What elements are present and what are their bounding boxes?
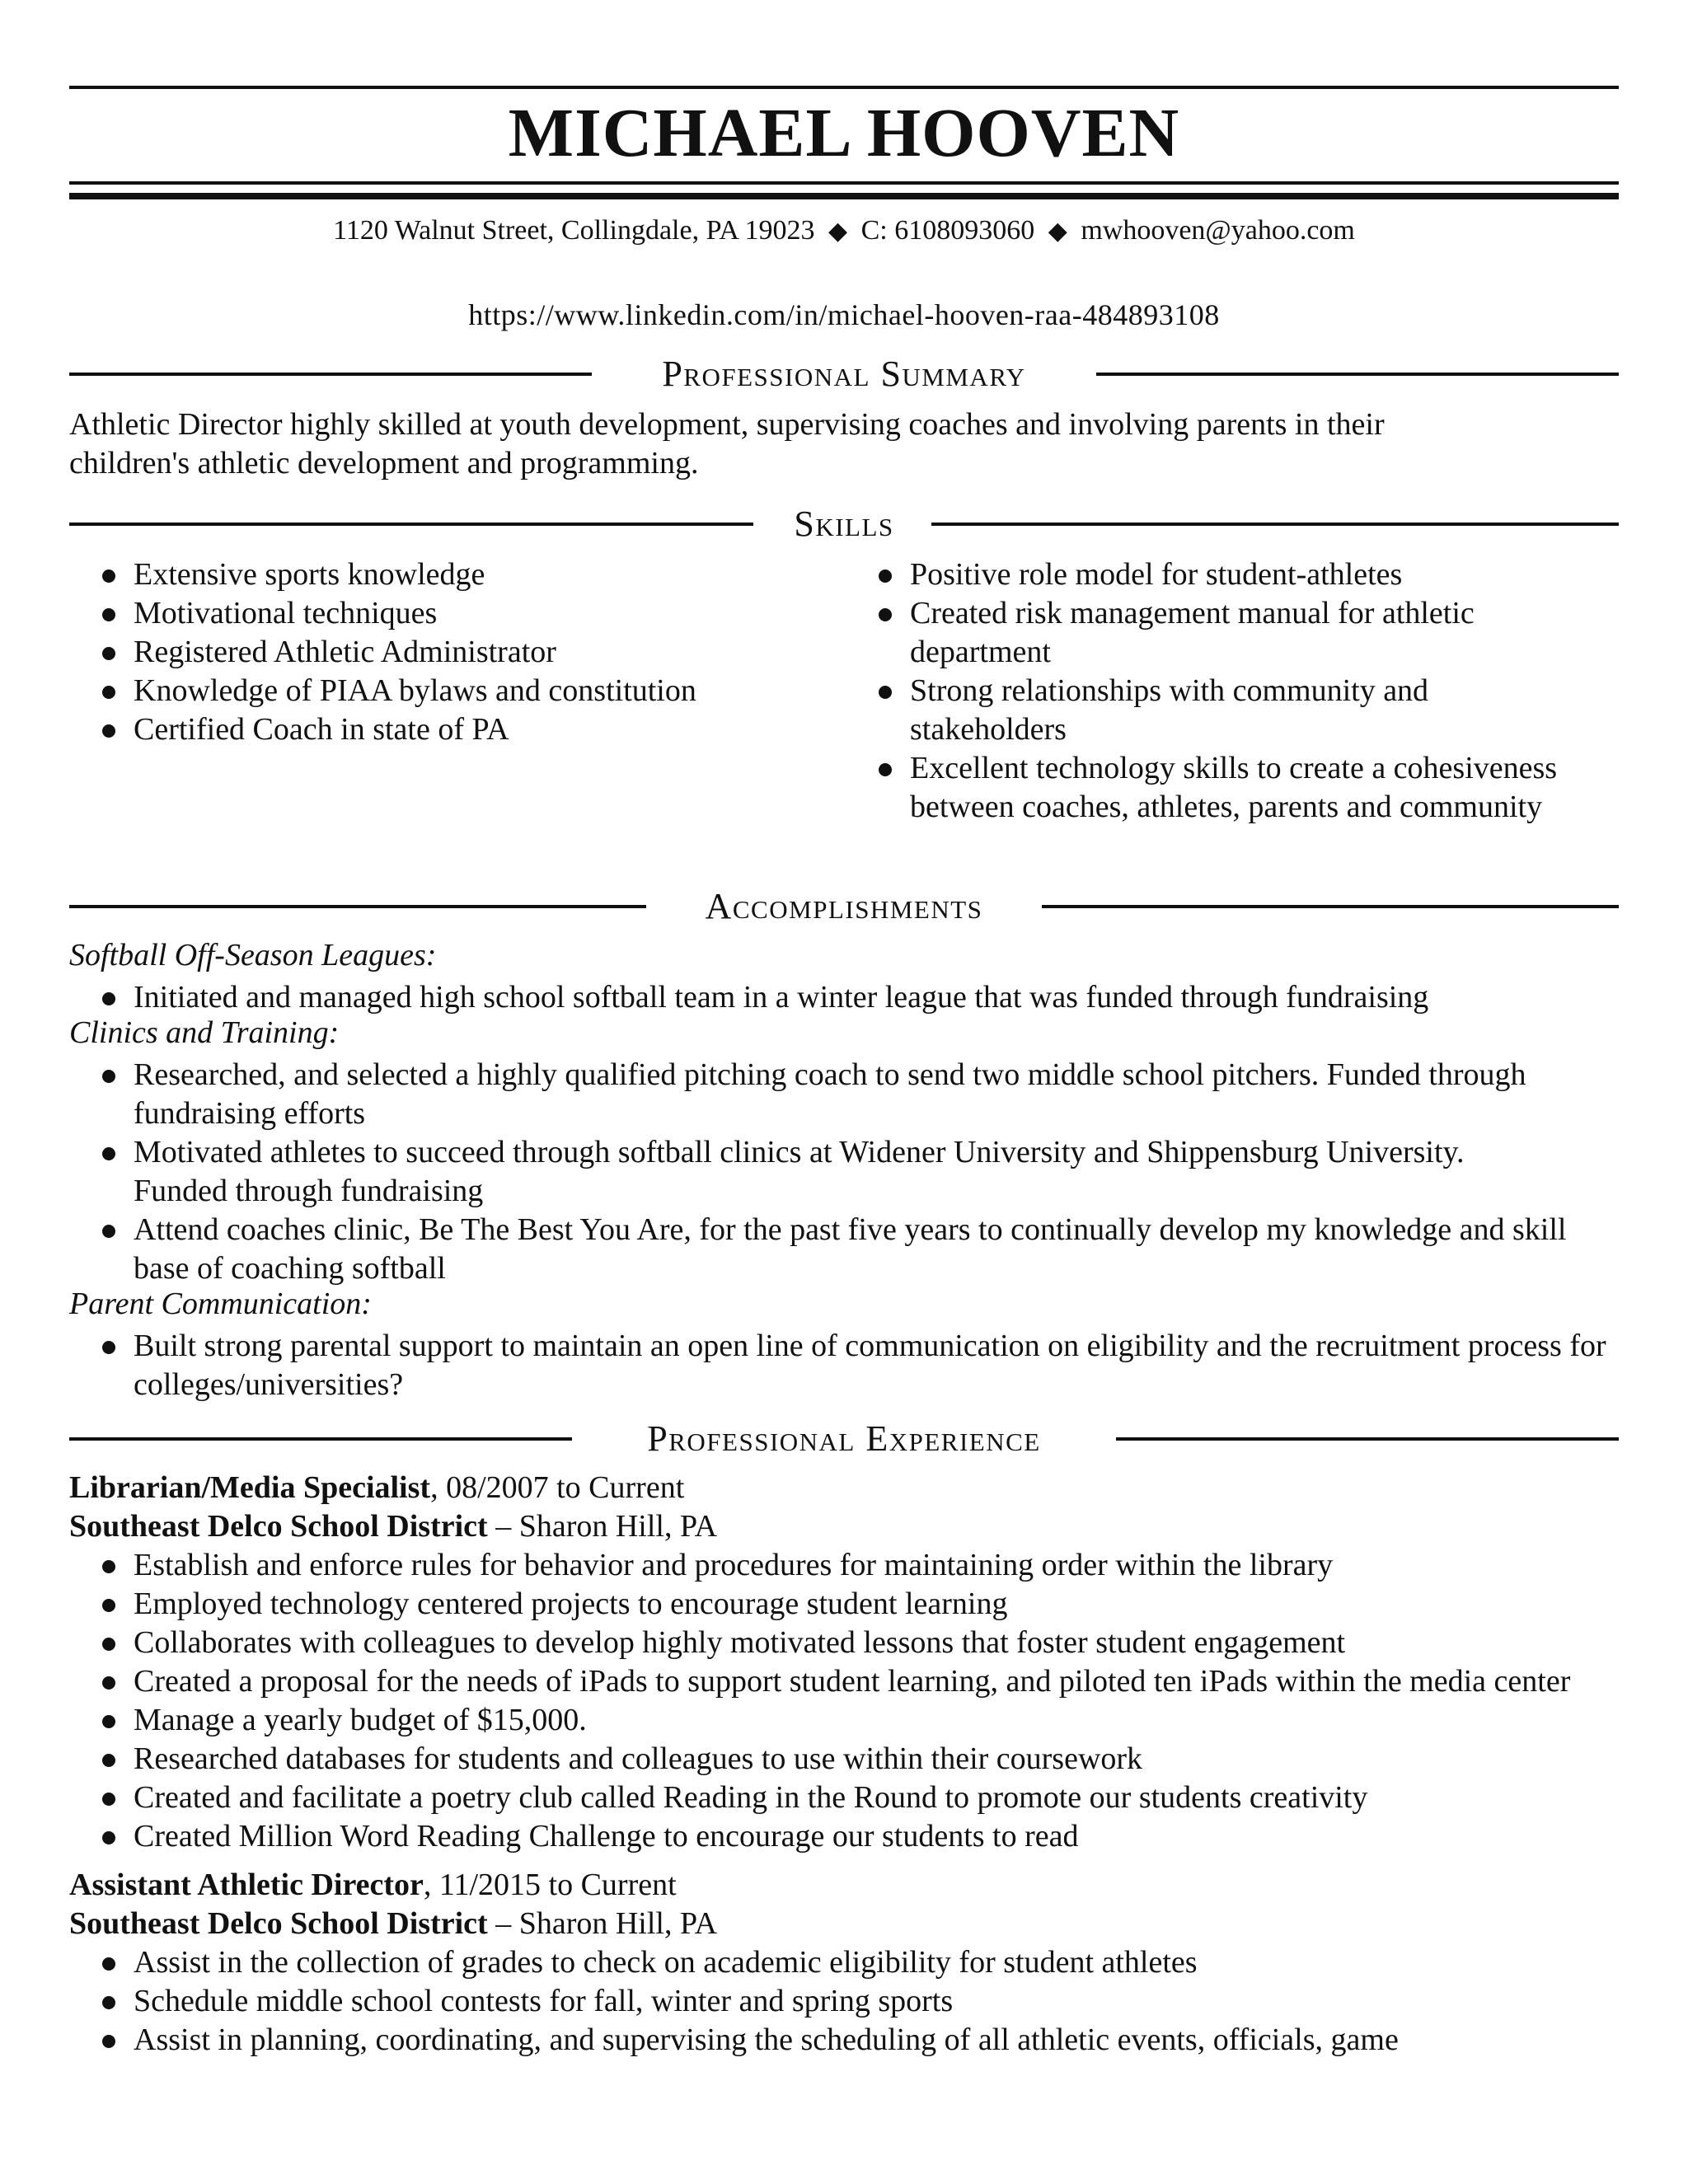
phone: C: 6108093060	[860, 215, 1035, 246]
section-title: Professional Experience	[629, 1418, 1059, 1459]
accomplishment-group-title: Clinics and Training:	[69, 1015, 340, 1050]
list-item: Built strong parental support to maintain an open line of communication on eligibility and the recruitment process for colleges/universities?	[69, 1327, 1619, 1404]
job-title: Assistant Athletic Director	[69, 1868, 424, 1902]
job-dates: , 11/2015 to Current	[423, 1868, 677, 1902]
list-item: Created a proposal for the needs of iPads to support student learning, and piloted ten iPads within the media center	[69, 1662, 1634, 1701]
header-rule-thin	[69, 181, 1619, 185]
candidate-name: MICHAEL HOOVEN	[508, 95, 1180, 171]
list-item: Attend coaches clinic, Be The Best You Are, for the past five years to continually develop my knowledge and skill base of coaching softball	[69, 1211, 1602, 1288]
list-item: Excellent technology skills to create a cohesiveness between coaches, athletes, parents and community	[846, 749, 1619, 827]
section-heading-skills	[69, 499, 1619, 549]
address: 1120 Walnut Street, Collingdale, PA 19023	[333, 215, 815, 246]
skills-column-right	[846, 555, 1619, 827]
list-item: Created risk management manual for athletic department	[846, 594, 1536, 672]
list-item: Created and facilitate a poetry club called Reading in the Round to promote our students creativity	[69, 1779, 1619, 1817]
list-item: Certified Coach in state of PA	[69, 710, 828, 749]
summary-line: children's athletic development and programming.	[69, 446, 699, 480]
job-location: – Sharon Hill, PA	[487, 1906, 718, 1941]
section-title: Skills	[776, 504, 912, 544]
list-item: Researched databases for students and colleagues to use within their coursework	[69, 1740, 1619, 1779]
list-item: Schedule middle school contests for fall, winter and spring sports	[69, 1982, 1619, 2021]
job-entry	[69, 1866, 1619, 2060]
section-heading-experience	[69, 1414, 1619, 1464]
job-title-line	[69, 1866, 1619, 1905]
diamond-separator-icon: ◆	[1048, 218, 1067, 245]
skills-list	[69, 555, 1619, 869]
diamond-separator-icon: ◆	[828, 218, 848, 245]
list-item: Extensive sports knowledge	[69, 555, 828, 594]
employer-line	[69, 1905, 1619, 1943]
list-item: Initiated and managed high school softball team in a winter league that was funded through fundraising	[69, 978, 1619, 1017]
email-link[interactable]: mwhooven@yahoo.com	[1081, 215, 1355, 246]
list-item: Strong relationships with community and stakeholders	[846, 672, 1536, 749]
employer: Southeast Delco School District	[69, 1509, 488, 1544]
list-item: Registered Athletic Administrator	[69, 633, 828, 672]
job-entry	[69, 1469, 1619, 1856]
header-rule-thick	[69, 193, 1619, 199]
job-title-line	[69, 1469, 1619, 1507]
list-item: Researched, and selected a highly qualified pitching coach to send two middle school pitchers. Funded through fundraising efforts	[69, 1056, 1602, 1133]
list-item: Assist in planning, coordinating, and supervising the scheduling of all athletic events, officials, game	[69, 2021, 1619, 2060]
list-item: Motivated athletes to succeed through softball clinics at Widener University and Shippensburg University. Funded through fundraising	[69, 1133, 1551, 1211]
contact-line	[69, 213, 1619, 250]
section-heading-accomplishments	[69, 882, 1619, 931]
employer-line	[69, 1507, 1619, 1546]
section-heading-summary	[69, 349, 1619, 399]
list-item: Manage a yearly budget of $15,000.	[69, 1701, 1619, 1740]
accomplishment-group-title: Parent Communication:	[69, 1286, 372, 1321]
summary-text	[69, 405, 1619, 483]
summary-line: Athletic Director highly skilled at youth development, supervising coaches and involving parents in their	[69, 407, 1385, 442]
list-item: Assist in the collection of grades to check on academic eligibility for student athletes	[69, 1943, 1619, 1982]
accomplishment-group-title: Softball Off-Season Leagues:	[69, 938, 437, 972]
linkedin-link[interactable]: https://www.linkedin.com/in/michael-hooven-raa-484893108	[468, 298, 1220, 331]
experience-list	[69, 1469, 1619, 2060]
accomplishments-list	[69, 936, 1619, 1404]
list-item: Positive role model for student-athletes	[846, 555, 1619, 594]
job-location: – Sharon Hill, PA	[487, 1509, 718, 1544]
list-item: Collaborates with colleagues to develop highly motivated lessons that foster student engagement	[69, 1624, 1619, 1662]
list-item: Created Million Word Reading Challenge to encourage our students to read	[69, 1817, 1619, 1856]
job-title: Librarian/Media Specialist	[69, 1470, 431, 1505]
section-title: Accomplishments	[687, 886, 1001, 926]
list-item: Knowledge of PIAA bylaws and constitution	[69, 672, 828, 710]
top-rule	[69, 86, 1619, 89]
list-item: Establish and enforce rules for behavior and procedures for maintaining order within the library	[69, 1546, 1619, 1585]
list-item: Motivational techniques	[69, 594, 828, 633]
section-title: Professional Summary	[644, 354, 1043, 394]
skills-column-left	[69, 555, 828, 749]
list-item: Employed technology centered projects to encourage student learning	[69, 1585, 1619, 1624]
employer: Southeast Delco School District	[69, 1906, 488, 1941]
job-dates: , 08/2007 to Current	[430, 1470, 685, 1505]
